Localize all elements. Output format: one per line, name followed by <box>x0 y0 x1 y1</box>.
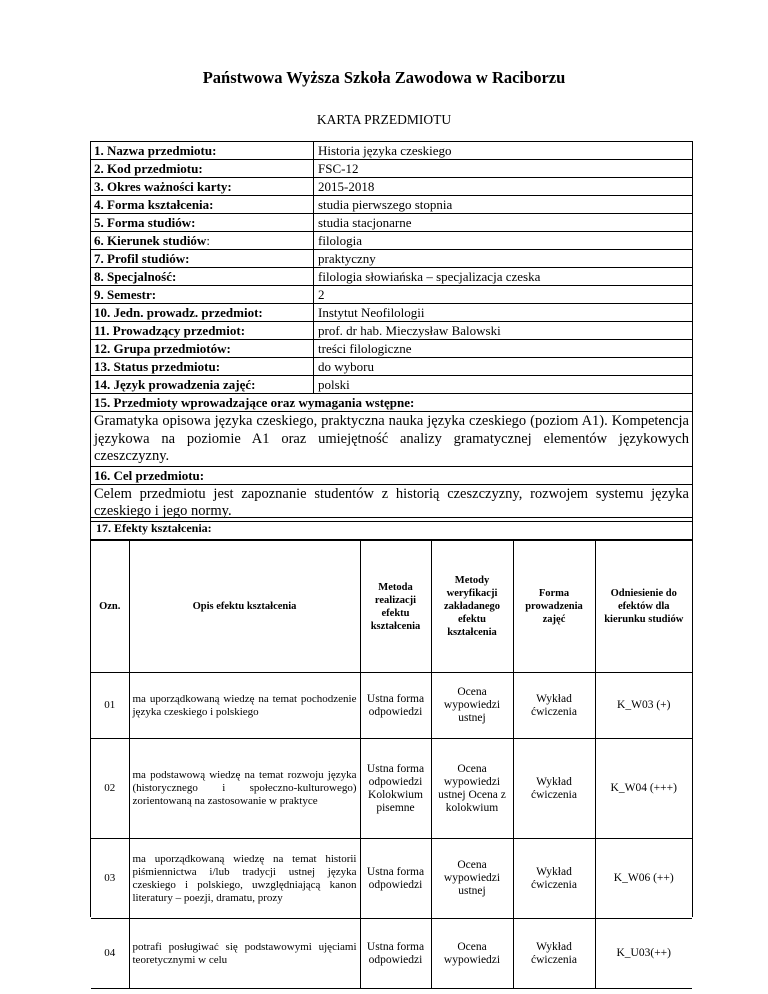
info-value: studia pierwszego stopnia <box>318 197 453 212</box>
outcome-row <box>91 919 692 989</box>
info-key: 14. Język prowadzenia zajęć: <box>91 376 314 393</box>
info-value: Historia języka czeskiego <box>318 143 452 158</box>
info-row <box>91 268 692 286</box>
info-value: filologia słowiańska – specjalizacja czeska <box>318 269 541 284</box>
outcome-id: 01 <box>91 673 129 739</box>
course-goal-heading: 16. Cel przedmiotu: <box>91 467 692 485</box>
info-row <box>91 376 692 394</box>
info-row <box>91 232 692 250</box>
outcome-reference: K_W06 (++) <box>595 839 692 919</box>
outcome-method: Ustna forma odpowiedzi <box>360 839 431 919</box>
info-key: 11. Prowadzący przedmiot: <box>91 322 314 339</box>
info-key: 2. Kod przedmiotu: <box>91 160 314 177</box>
info-row <box>91 250 692 268</box>
outcome-row <box>91 739 692 839</box>
learning-outcomes-heading: 17. Efekty kształcenia: <box>91 518 692 540</box>
outcome-verification: Ocena wypowiedzi ustnej <box>431 839 513 919</box>
info-key: 8. Specjalność: <box>91 268 314 285</box>
outcome-description: potrafi posługiwać się podstawowymi ujęciami teoretycznymi w celu <box>129 919 360 989</box>
info-row <box>91 340 692 358</box>
info-row <box>91 322 692 340</box>
outcome-id: 02 <box>91 739 129 839</box>
info-value: 2 <box>318 287 325 302</box>
info-row <box>91 178 692 196</box>
info-key: 3. Okres ważności karty: <box>91 178 314 195</box>
info-key: 13. Status przedmiotu: <box>91 358 314 375</box>
course-info-table <box>90 141 693 522</box>
info-value: treści filologiczne <box>318 341 412 356</box>
outcome-method: Ustna forma odpowiedzi <box>360 673 431 739</box>
outcome-description: ma podstawową wiedzę na temat rozwoju języka (historycznego i społeczno-kulturowego) zorientowaną na zastosowanie w praktyce <box>129 739 360 839</box>
info-value: praktyczny <box>318 251 376 266</box>
info-key: 5. Forma studiów: <box>91 214 314 231</box>
outcome-verification: Ocena wypowiedzi ustnej Ocena z kolokwium <box>431 739 513 839</box>
info-key: 1. Nazwa przedmiotu: <box>91 142 314 159</box>
outcome-form: Wykład ćwiczenia <box>513 839 595 919</box>
col-form-header: Forma prowadzenia zajęć <box>513 541 595 673</box>
info-row <box>91 196 692 214</box>
outcome-method: Ustna forma odpowiedzi <box>360 919 431 989</box>
info-value: studia stacjonarne <box>318 215 412 230</box>
info-row <box>91 358 692 376</box>
info-key: 4. Forma kształcenia: <box>91 196 314 213</box>
outcome-id: 04 <box>91 919 129 989</box>
outcome-description: ma uporządkowaną wiedzę na temat pochodzenie języka czeskiego i polskiego <box>129 673 360 739</box>
col-description-header: Opis efektu kształcenia <box>129 541 360 673</box>
col-method-header: Metoda realizacji efektu kształcenia <box>360 541 431 673</box>
info-value: 2015-2018 <box>318 179 375 194</box>
prerequisites-heading: 15. Przedmioty wprowadzające oraz wymagania wstępne: <box>91 394 692 412</box>
outcome-reference: K_W03 (+) <box>595 673 692 739</box>
info-value: do wyboru <box>318 359 374 374</box>
info-key: 10. Jedn. prowadz. przedmiot: <box>91 304 314 321</box>
learning-outcomes-table <box>91 540 692 989</box>
info-row <box>91 304 692 322</box>
prerequisites-text: Gramatyka opisowa języka czeskiego, praktyczna nauka języka czeskiego (poziom A1). Kompetencja językowa na poziomie A1 oraz umiejętność analizy gramatycznej elementów językowych czeszczyzny. <box>91 412 692 467</box>
info-key: 9. Semestr: <box>91 286 314 303</box>
outcome-method: Ustna forma odpowiedzi Kolokwium pisemne <box>360 739 431 839</box>
info-value: prof. dr hab. Mieczysław Balowski <box>318 323 501 338</box>
outcome-verification: Ocena wypowiedzi <box>431 919 513 989</box>
info-key: 6. Kierunek studiów: <box>91 232 314 249</box>
institution-title: Państwowa Wyższa Szkoła Zawodowa w Raciborzu <box>202 68 566 87</box>
col-reference-header: Odniesienie do efektów dla kierunku studiów <box>595 541 692 673</box>
outcome-reference: K_U03(++) <box>595 919 692 989</box>
document-title: KARTA PRZEDMIOTU <box>316 112 452 127</box>
learning-outcomes-section <box>90 517 693 966</box>
outcome-reference: K_W04 (+++) <box>595 739 692 839</box>
info-value: FSC-12 <box>318 161 359 176</box>
info-value: polski <box>318 377 350 392</box>
col-ozn-header: Ozn. <box>91 541 129 673</box>
col-verification-header: Metody weryfikacji zakładanego efektu kształcenia <box>431 541 513 673</box>
info-key: 7. Profil studiów: <box>91 250 314 267</box>
info-value: filologia <box>318 233 363 248</box>
info-key: 12. Grupa przedmiotów: <box>91 340 314 357</box>
outcome-form: Wykład ćwiczenia <box>513 673 595 739</box>
outcome-row <box>91 673 692 739</box>
info-row <box>91 214 692 232</box>
outcome-row <box>91 839 692 919</box>
outcome-id: 03 <box>91 839 129 919</box>
info-row <box>91 286 692 304</box>
outcome-form: Wykład ćwiczenia <box>513 919 595 989</box>
outcome-form: Wykład ćwiczenia <box>513 739 595 839</box>
outcomes-body <box>91 673 692 989</box>
outcome-description: ma uporządkowaną wiedzę na temat historii piśmiennictwa i/lub tradycji ustnej języka czeskiego i polskiego, uwzględniającą kanon literatury – poezji, dramatu, prozy <box>129 839 360 919</box>
info-rows <box>91 142 692 394</box>
course-goal-text: Celem przedmiotu jest zapoznanie studentów z historią czeszczyzny, rozwojem systemu języka czeskiego i jego normy. <box>94 485 689 519</box>
outcomes-header-row <box>91 541 692 673</box>
info-row <box>91 142 692 160</box>
info-row <box>91 160 692 178</box>
outcome-verification: Ocena wypowiedzi ustnej <box>431 673 513 739</box>
info-value: Instytut Neofilologii <box>318 305 425 320</box>
